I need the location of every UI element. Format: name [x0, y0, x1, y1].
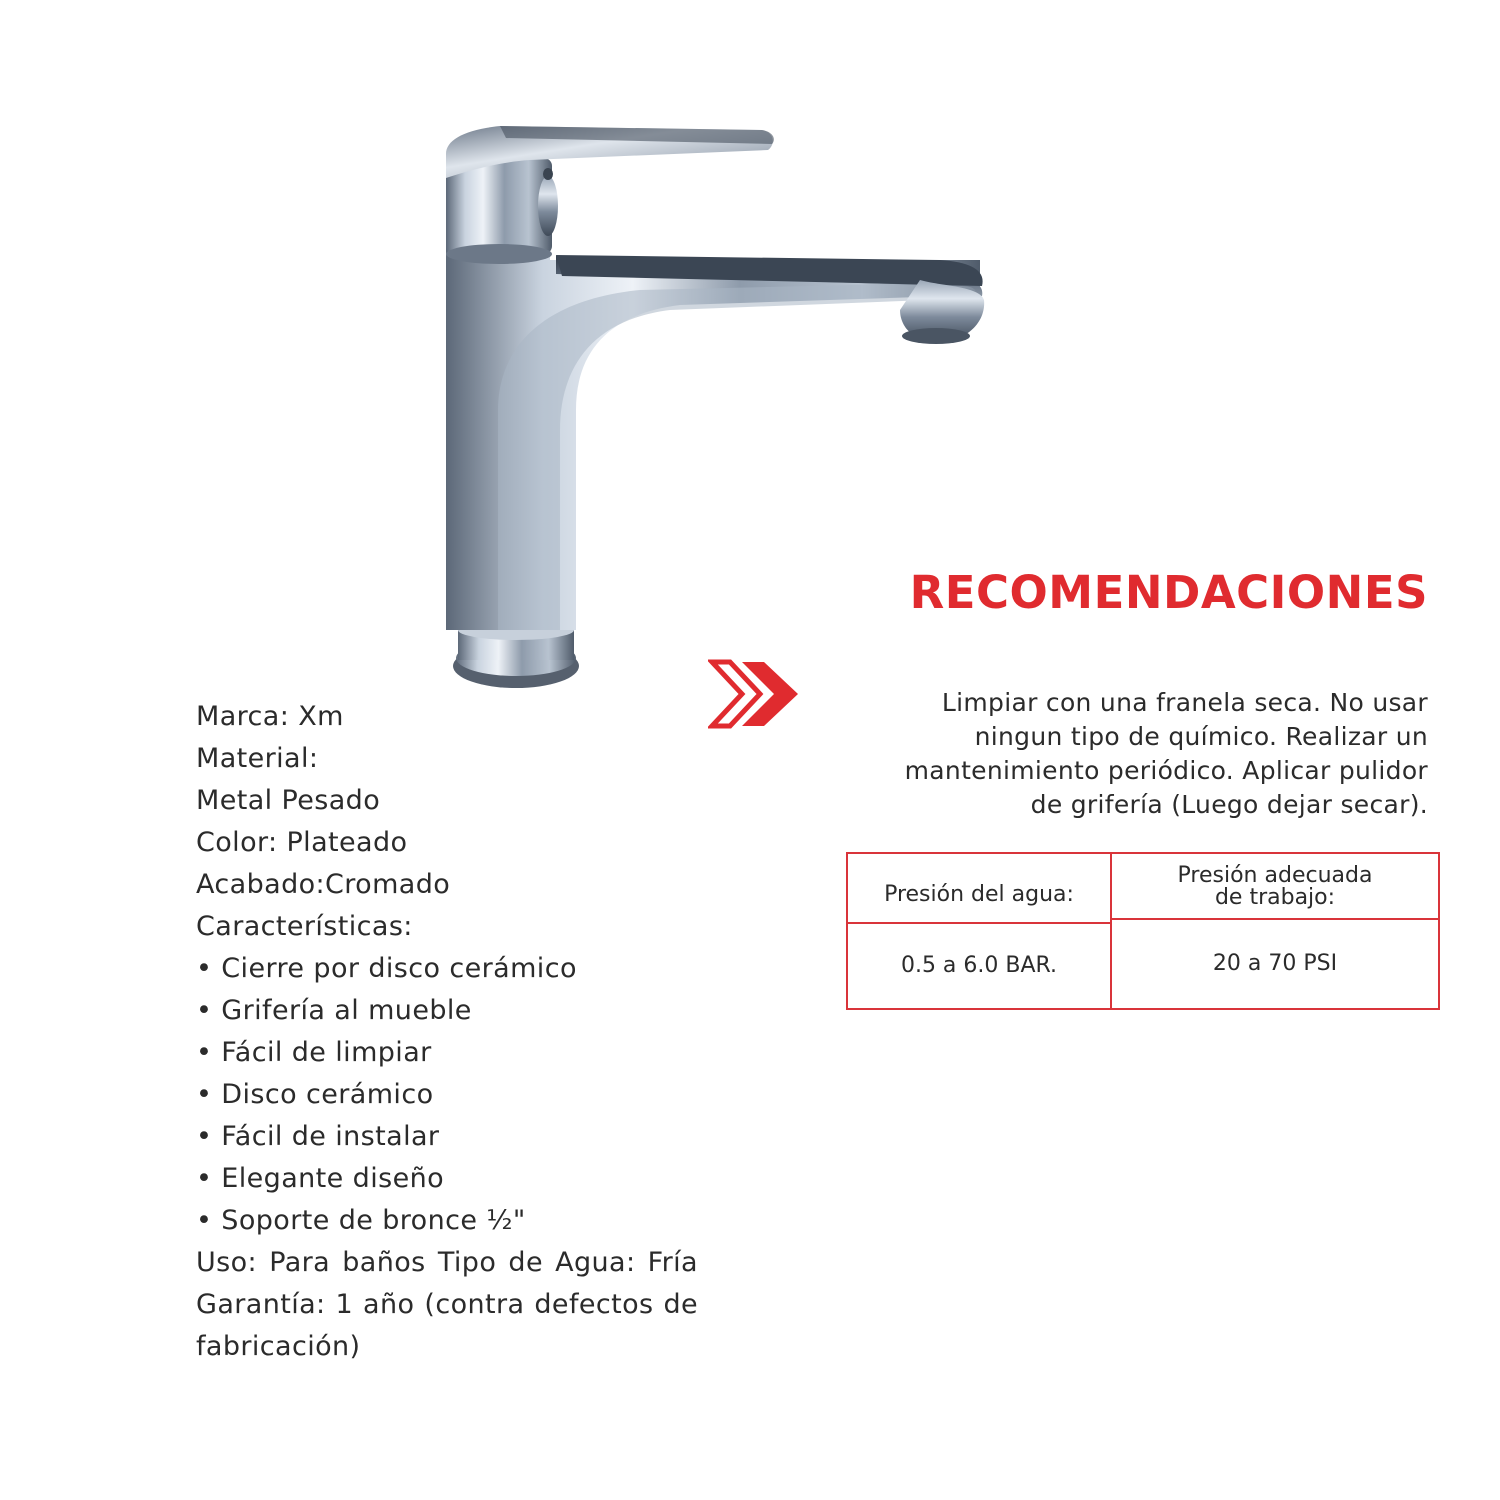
- spec-color: Color: Plateado: [196, 827, 408, 858]
- table-header-line: Presión adecuada: [1177, 863, 1373, 888]
- recommendations-title: RECOMENDACIONES: [909, 566, 1428, 619]
- pressure-table: [846, 852, 1440, 1010]
- feature-item: • Grifería al mueble: [196, 995, 472, 1026]
- spec-brand: Marca: Xm: [196, 701, 344, 732]
- recommendation-line: de grifería (Luego dejar secar).: [1030, 790, 1428, 819]
- table-header-working-pressure: [1112, 854, 1438, 918]
- recommendation-line: Limpiar con una franela seca. No usar: [941, 688, 1428, 717]
- spec-usage-warranty: Uso: Para baños Tipo de Agua: Fría Garantía: 1 año (contra defectos de fabricación): [196, 1247, 698, 1362]
- spec-finish: Acabado:Cromado: [196, 869, 451, 900]
- product-specs: [196, 696, 698, 1368]
- table-cell-psi-range: 20 a 70 PSI: [1212, 951, 1338, 976]
- feature-item: • Cierre por disco cerámico: [196, 953, 577, 984]
- spec-material-label: Material:: [196, 743, 319, 774]
- feature-item: • Soporte de bronce ½": [196, 1205, 526, 1236]
- recommendation-line: ningun tipo de químico. Realizar un: [974, 722, 1428, 751]
- spec-material-value: Metal Pesado: [196, 785, 381, 816]
- table-cell-bar-range: 0.5 a 6.0 BAR.: [900, 953, 1058, 978]
- faucet-image: [380, 110, 1020, 710]
- recommendations-text: [788, 686, 1428, 822]
- table-header-water-pressure: Presión del agua:: [884, 882, 1074, 907]
- table-header-line: de trabajo:: [1214, 885, 1336, 910]
- feature-item: • Fácil de limpiar: [196, 1037, 432, 1068]
- feature-item: • Fácil de instalar: [196, 1121, 440, 1152]
- feature-item: • Elegante diseño: [196, 1163, 445, 1194]
- spec-features-heading: Características:: [196, 911, 413, 942]
- recommendation-line: mantenimiento periódico. Aplicar pulidor: [904, 756, 1428, 785]
- feature-item: • Disco cerámico: [196, 1079, 434, 1110]
